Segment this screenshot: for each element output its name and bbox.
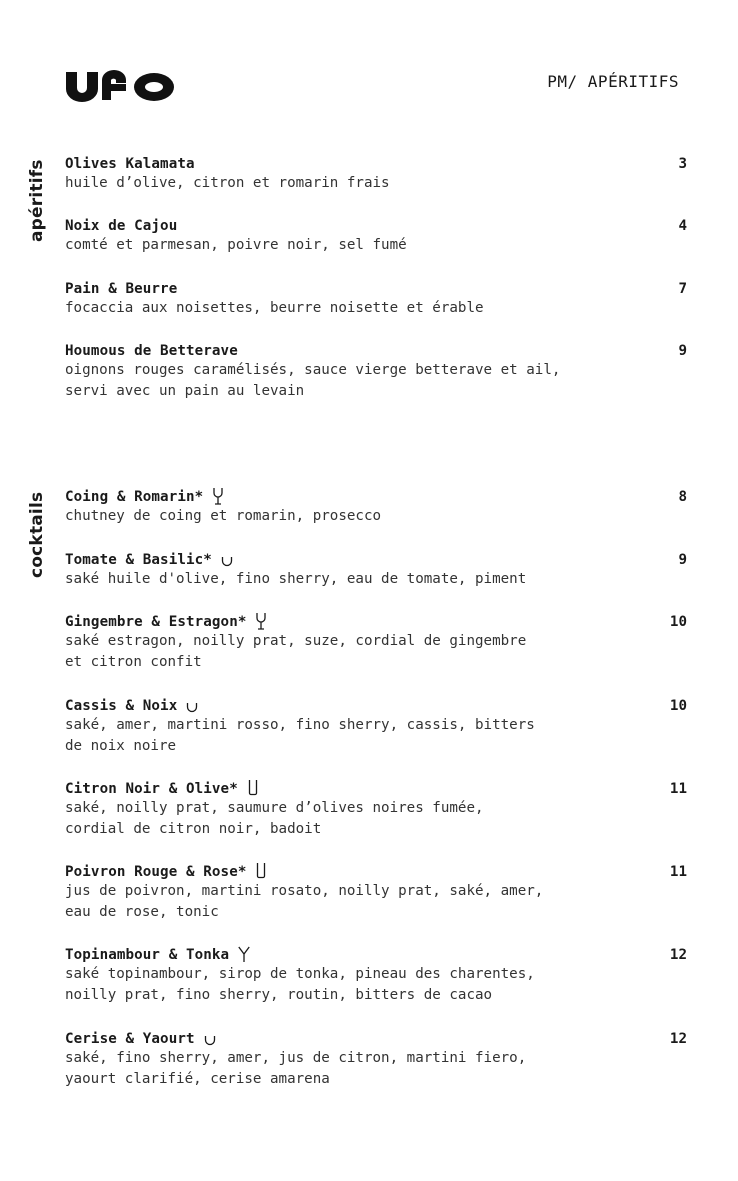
item-name: Topinambour & Tonka [65, 947, 230, 963]
tumbler-icon [204, 1029, 216, 1047]
item-name: Tomate & Basilic* [65, 552, 212, 568]
item-price: 10 [669, 698, 687, 714]
tumbler-icon [221, 550, 233, 568]
item-description: saké, fino sherry, amer, jus de citron, martini fiero, yaourt clarifié, cerise amarena [65, 1050, 527, 1087]
item-name: Coing & Romarin* [65, 489, 204, 505]
item-description: saké, noilly prat, saumure d’olives noires fumée, cordial de citron noir, badoit [65, 800, 484, 837]
item-price: 12 [669, 947, 687, 963]
item-description: jus de poivron, martini rosato, noilly prat, saké, amer, eau de rose, tonic [65, 883, 544, 920]
wine-glass-icon [255, 612, 267, 630]
menu-item [65, 277, 687, 319]
menu-item [65, 777, 687, 840]
item-name: Olives Kalamata [65, 156, 195, 172]
item-description: huile d’olive, citron et romarin frais [65, 175, 390, 191]
section-label-text: apéritifs [27, 159, 47, 242]
item-price: 11 [669, 864, 687, 880]
section-label-cocktails [27, 486, 47, 578]
section-label-aperitifs [27, 150, 47, 242]
item-price: 10 [669, 614, 687, 630]
ufo-logo [64, 66, 176, 104]
tumbler-icon [186, 696, 198, 714]
item-description: saké topinambour, sirop de tonka, pineau des charentes, noilly prat, fino sherry, routin, bitters de cacao [65, 966, 535, 1003]
section-label-text: cocktails [27, 491, 47, 578]
menu-item [65, 339, 687, 402]
wine-glass-icon [212, 487, 224, 505]
item-price: 12 [669, 1031, 687, 1047]
item-description: saké huile d'olive, fino sherry, eau de tomate, piment [65, 571, 527, 587]
item-description: chutney de coing et romarin, prosecco [65, 508, 382, 524]
item-description: oignons rouges caramélisés, sauce vierge betterave et ail, servi avec un pain au levain [65, 362, 561, 399]
menu-item [65, 610, 687, 673]
menu-item [65, 485, 687, 527]
item-name: Pain & Beurre [65, 281, 178, 297]
menu-item [65, 943, 687, 1006]
item-price: 4 [678, 218, 687, 234]
item-price: 11 [669, 781, 687, 797]
item-price: 7 [678, 281, 687, 297]
item-description: comté et parmesan, poivre noir, sel fumé [65, 237, 407, 253]
item-name: Gingembre & Estragon* [65, 614, 247, 630]
item-name: Poivron Rouge & Rose* [65, 864, 247, 880]
highball-icon [247, 779, 259, 797]
item-description: focaccia aux noisettes, beurre noisette et érable [65, 300, 484, 316]
page-title: PM/ APÉRITIFS [547, 72, 679, 91]
menu-item [65, 1027, 687, 1090]
item-name: Citron Noir & Olive* [65, 781, 238, 797]
menu-item [65, 152, 687, 194]
item-price: 8 [678, 489, 687, 505]
item-price: 9 [678, 343, 687, 359]
item-name: Cassis & Noix [65, 698, 178, 714]
item-name: Cerise & Yaourt [65, 1031, 195, 1047]
item-price: 3 [678, 156, 687, 172]
highball-icon [255, 862, 267, 880]
item-description: saké, amer, martini rosso, fino sherry, cassis, bitters de noix noire [65, 717, 535, 754]
item-name: Houmous de Betterave [65, 343, 238, 359]
item-description: saké estragon, noilly prat, suze, cordial de gingembre et citron confit [65, 633, 527, 670]
item-name: Noix de Cajou [65, 218, 178, 234]
item-price: 9 [678, 552, 687, 568]
menu-item [65, 214, 687, 256]
menu-item [65, 548, 687, 590]
menu-item [65, 860, 687, 923]
menu-item [65, 694, 687, 757]
martini-glass-icon [238, 945, 250, 963]
